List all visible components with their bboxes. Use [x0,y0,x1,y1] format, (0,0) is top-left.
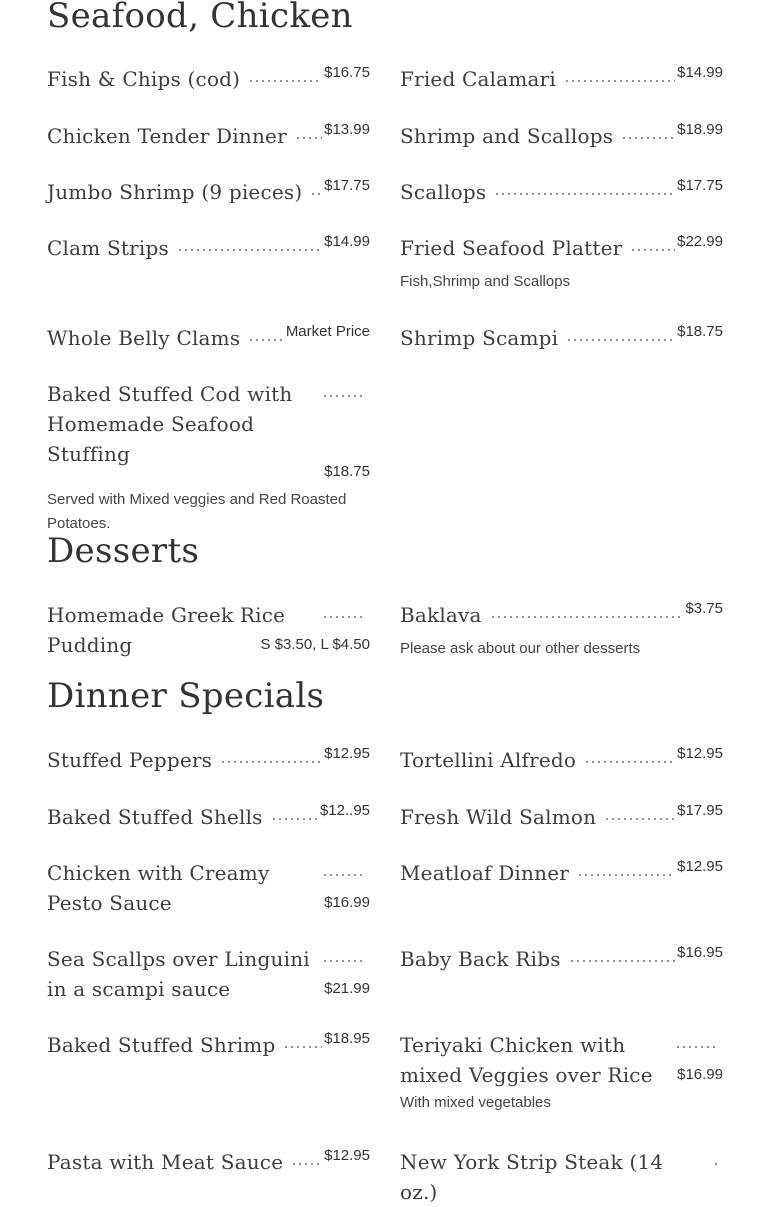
menu-item [47,323,370,353]
menu-item [400,233,723,294]
item-price: $17.75 [677,177,723,194]
item-name: Baked Stuffed Shells [47,805,263,829]
dot-leader [584,761,675,763]
item-price: $14.99 [677,64,723,81]
menu-item [47,64,370,94]
item-price: $12.95 [324,1147,370,1164]
menu-item [47,802,370,832]
item-price: $16.75 [324,64,370,81]
dot-leader [675,1046,719,1048]
dot-leader [248,80,322,82]
dot-leader [295,137,322,139]
item-name: New York Strip Steak (14 oz.) [400,1150,664,1204]
item-name: Chicken Tender Dinner [47,124,287,148]
dot-leader [569,960,675,962]
menu-item [400,177,723,207]
dot-leader [271,818,318,820]
section-title-seafood: Seafood, Chicken [47,0,353,36]
dot-leader [310,193,322,195]
dot-leader [566,339,675,341]
item-name: Teriyaki Chicken with mixed Veggies over Rice [400,1033,653,1087]
menu-item [400,944,723,974]
dot-leader [713,1163,721,1165]
dot-leader [604,818,675,820]
item-name: Baked Stuffed Shrimp [47,1033,276,1057]
dot-leader [494,193,675,195]
item-price: Market Price [285,323,370,340]
menu-item [400,745,723,775]
menu-item [47,121,370,151]
item-name: Fresh Wild Salmon [400,805,597,829]
item-price: $21.99 [324,980,370,997]
menu-item [400,323,723,353]
dot-leader [248,339,284,341]
item-name: Scallops [400,180,487,204]
menu-item [47,177,370,207]
menu-item [47,944,370,1001]
dot-leader [621,137,675,139]
dot-leader [490,616,684,618]
dot-leader [283,1046,322,1048]
item-name: Sea Scallps over Linguini in a scampi sauce [47,947,310,1001]
item-name: Baklava [400,603,482,627]
menu-item [400,802,723,832]
item-price: S $3.50, L $4.50 [260,636,370,653]
item-name: Shrimp Scampi [400,326,559,350]
menu-item [400,121,723,151]
dot-leader [564,80,675,82]
menu-item [47,1147,370,1177]
item-price: $12..95 [319,802,370,819]
item-name: Meatloaf Dinner [400,861,569,885]
item-price: $16.99 [677,1066,723,1083]
item-name: Homemade Greek Rice Pudding [47,603,286,657]
item-price: $17.75 [324,177,370,194]
dot-leader [322,616,366,618]
item-price: $12.95 [677,745,723,762]
item-name: Whole Belly Clams [47,326,241,350]
menu-item [400,600,723,661]
item-name: Clam Strips [47,236,169,260]
dot-leader [220,761,322,763]
item-name: Baby Back Ribs [400,947,561,971]
menu-item [400,1030,723,1115]
menu-item [47,1030,370,1060]
item-description: With mixed vegetables [400,1094,551,1111]
item-price: $3.75 [685,600,723,617]
dot-leader [291,1163,322,1165]
menu-item [47,379,370,536]
dot-leader [322,395,366,397]
menu-item [47,600,370,657]
item-price: $18.95 [324,1030,370,1047]
item-description: Fish,Shrimp and Scallops [400,273,571,290]
item-price: $18.99 [677,121,723,138]
item-name: Tortellini Alfredo [400,748,577,772]
item-name: Fried Seafood Platter [400,236,623,260]
dot-leader [630,249,675,251]
dot-leader [177,249,322,251]
section-title-specials: Dinner Specials [47,676,325,716]
section-title-desserts: Desserts [47,531,200,571]
item-price: $12.95 [324,745,370,762]
item-name: Baked Stuffed Cod with Homemade Seafood Stuffing [47,382,293,466]
dot-leader [577,874,675,876]
menu-item [47,745,370,775]
dot-leader [322,874,366,876]
item-price: $22.99 [677,233,723,250]
item-name: Fried Calamari [400,67,557,91]
dot-leader [322,960,366,962]
item-name: Stuffed Peppers [47,748,213,772]
item-price: $16.95 [677,944,723,961]
item-price: $14.99 [324,233,370,250]
item-name: Fish & Chips (cod) [47,67,241,91]
item-name: Jumbo Shrimp (9 pieces) [47,180,303,204]
menu-item [400,64,723,94]
item-price: $13.99 [324,121,370,138]
item-price: $12.95 [677,858,723,875]
item-name: Shrimp and Scallops [400,124,614,148]
menu-item [400,1147,723,1207]
item-price: $16.99 [324,894,370,911]
item-price: $18.75 [324,463,370,480]
menu-item [47,858,370,915]
item-price: $18.75 [677,323,723,340]
menu-item [47,233,370,263]
item-price: $17.95 [677,802,723,819]
menu-item [400,858,723,888]
item-name: Chicken with Creamy Pesto Sauce [47,861,270,915]
item-description: Served with Mixed veggies and Red Roasted Potatoes. [47,491,347,532]
item-description: Please ask about our other desserts [400,640,641,657]
item-name: Pasta with Meat Sauce [47,1150,284,1174]
